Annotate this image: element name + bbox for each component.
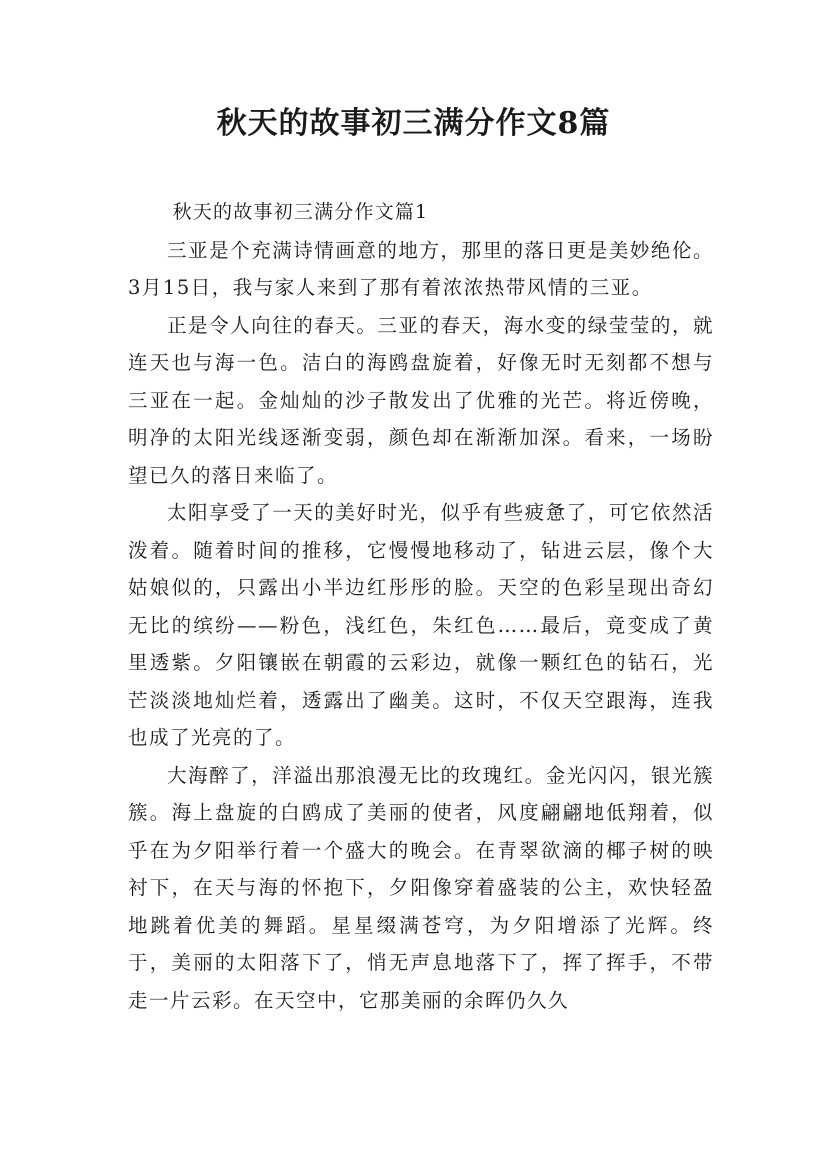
document-title: 秋天的故事初三满分作文8篇 <box>216 106 611 141</box>
paragraph: 太阳享受了一天的美好时光，似乎有些疲惫了，可它依然活泼着。随着时间的推移，它慢慢地移动了，钻进云层，像个大姑娘似的，只露出小半边红彤彤的脸。天空的色彩呈现出奇幻无比的缤纷——粉色，浅红色，朱红色……最后，竟变成了黄里透紫。夕阳镶嵌在朝霞的云彩边，就像一颗红色的钻石，光芒淡淡地灿烂着，透露出了幽美。这时，不仅天空跟海，连我也成了光亮的了。 <box>128 501 714 749</box>
paragraph: 大海醉了，洋溢出那浪漫无比的玫瑰红。金光闪闪，银光簇簇。海上盘旋的白鸥成了美丽的使者，风度翩翩地低翔着，似乎在为夕阳举行着一个盛大的晚会。在青翠欲滴的椰子树的映衬下，在天与海的怀抱下，夕阳像穿着盛装的公主，欢快轻盈地跳着优美的舞蹈。星星缀满苍穹，为夕阳增添了光辉。终于，美丽的太阳落下了，悄无声息地落下了，挥了挥手，不带走一片云彩。在天空中，它那美丽的余晖仍久久 <box>128 763 714 1012</box>
paragraph: 三亚是个充满诗情画意的地方，那里的落日更是美妙绝伦。3月15日，我与家人来到了那有着浓浓热带风情的三亚。 <box>128 238 714 299</box>
document-body <box>128 194 714 1019</box>
section-subtitle: 秋天的故事初三满分作文篇1 <box>172 201 429 223</box>
paragraph: 正是令人向往的春天。三亚的春天，海水变的绿莹莹的，就连天也与海一色。洁白的海鸥盘旋着，好像无时无刻都不想与三亚在一起。金灿灿的沙子散发出了优雅的光芒。将近傍晚，明净的太阳光线逐渐变弱，颜色却在渐渐加深。看来，一场盼望已久的落日来临了。 <box>128 313 714 487</box>
